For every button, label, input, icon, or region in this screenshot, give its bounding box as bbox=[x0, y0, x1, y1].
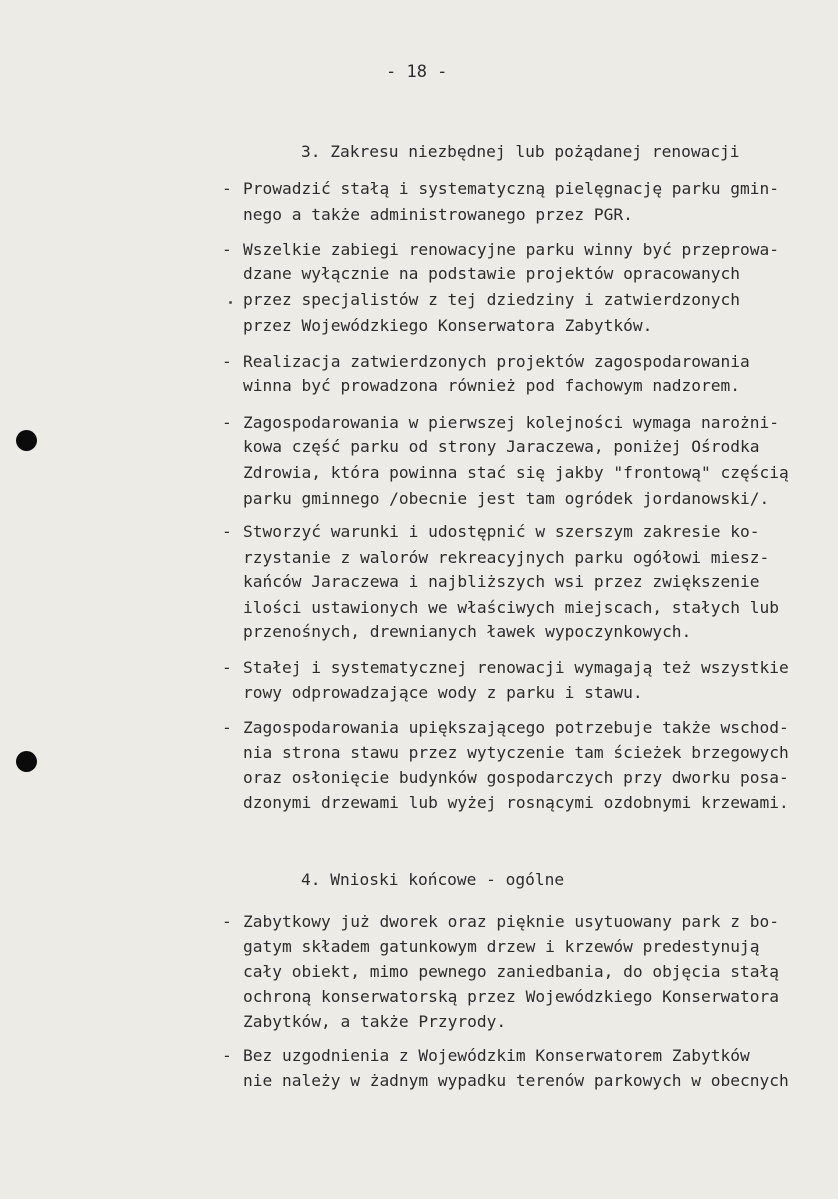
item-line: Zagospodarowania w pierwszej kolejności wymaga narożni- bbox=[243, 413, 780, 432]
item-line: przez Wojewódzkiego Konserwatora Zabytków. bbox=[243, 316, 653, 335]
page-number: - 18 - bbox=[386, 62, 448, 82]
section-4-heading: 4. Wnioski końcowe - ogólne bbox=[301, 870, 565, 889]
item-line: nie należy w żadnym wypadku terenów parkowych w obecnych bbox=[243, 1071, 789, 1090]
bullet-dash: - bbox=[222, 413, 232, 432]
item-line: kańców Jaraczewa i najbliższych wsi przez zwiększenie bbox=[243, 572, 760, 591]
item-line: Zabytków, a także Przyrody. bbox=[243, 1012, 507, 1031]
margin-speck bbox=[229, 301, 232, 304]
item-line: ilości ustawionych we właściwych miejscach, stałych lub bbox=[243, 598, 780, 617]
bullet-dash: - bbox=[222, 352, 232, 371]
item-line: Zagospodarowania upiększającego potrzebuje także wschod- bbox=[243, 718, 789, 737]
item-line: Prowadzić stałą i systematyczną pielęgnację parku gmin- bbox=[243, 179, 780, 198]
item-line: dzane wyłącznie na podstawie projektów opracowanych bbox=[243, 264, 741, 283]
item-line: gatym składem gatunkowym drzew i krzewów predestynują bbox=[243, 937, 760, 956]
item-line: rzystanie z walorów rekreacyjnych parku ogółowi miesz- bbox=[243, 548, 770, 567]
item-line: Zabytkowy już dworek oraz pięknie usytuowany park z bo- bbox=[243, 912, 780, 931]
item-line: oraz osłonięcie budynków gospodarczych przy dworku posa- bbox=[243, 768, 789, 787]
item-line: nego a także administrowanego przez PGR. bbox=[243, 205, 633, 224]
item-line: przenośnych, drewnianych ławek wypoczynkowych. bbox=[243, 622, 692, 641]
punch-hole-top bbox=[16, 430, 37, 451]
item-line: Stworzyć warunki i udostępnić w szerszym zakresie ko- bbox=[243, 522, 760, 541]
item-line: Realizacja zatwierdzonych projektów zagospodarowania bbox=[243, 352, 750, 371]
item-line: kowa część parku od strony Jaraczewa, poniżej Ośrodka bbox=[243, 437, 760, 456]
item-line: Wszelkie zabiegi renowacyjne parku winny być przeprowa- bbox=[243, 240, 780, 259]
bullet-dash: - bbox=[222, 240, 232, 259]
item-line: Stałej i systematycznej renowacji wymagają też wszystkie bbox=[243, 658, 789, 677]
item-line: ochroną konserwatorską przez Wojewódzkiego Konserwatora bbox=[243, 987, 780, 1006]
item-line: przez specjalistów z tej dziedziny i zatwierdzonych bbox=[243, 290, 741, 309]
section-3-heading: 3. Zakresu niezbędnej lub pożądanej renowacji bbox=[301, 142, 740, 161]
item-line: rowy odprowadzające wody z parku i stawu. bbox=[243, 683, 643, 702]
item-line: Zdrowia, która powinna stać się jakby "frontową" częścią bbox=[243, 463, 789, 482]
item-line: nia strona stawu przez wytyczenie tam ścieżek brzegowych bbox=[243, 743, 789, 762]
item-line: Bez uzgodnienia z Wojewódzkim Konserwatorem Zabytków bbox=[243, 1046, 750, 1065]
bullet-dash: - bbox=[222, 912, 232, 931]
item-line: dzonymi drzewami lub wyżej rosnącymi ozdobnymi krzewami. bbox=[243, 793, 789, 812]
item-line: cały obiekt, mimo pewnego zaniedbania, do objęcia stałą bbox=[243, 962, 780, 981]
bullet-dash: - bbox=[222, 179, 232, 198]
bullet-dash: - bbox=[222, 1046, 232, 1065]
bullet-dash: - bbox=[222, 658, 232, 677]
bullet-dash: - bbox=[222, 718, 232, 737]
punch-hole-bottom bbox=[16, 751, 37, 772]
item-line: winna być prowadzona również pod fachowym nadzorem. bbox=[243, 376, 741, 395]
item-line: parku gminnego /obecnie jest tam ogródek jordanowski/. bbox=[243, 489, 770, 508]
bullet-dash: - bbox=[222, 522, 232, 541]
